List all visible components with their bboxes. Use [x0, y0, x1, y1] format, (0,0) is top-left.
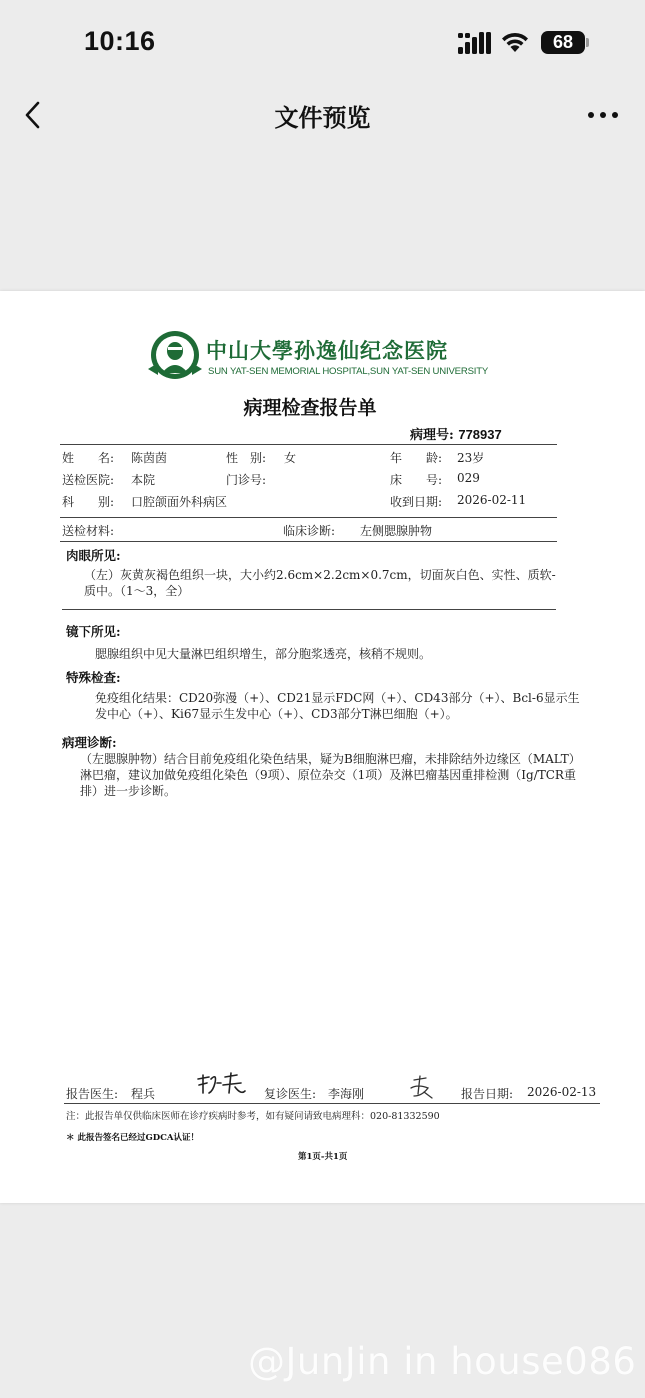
review-doctor-signature-icon	[408, 1074, 434, 1100]
gdca-note: ＊ 此报告签名已经过GDCA认证！	[66, 1133, 199, 1143]
report-doctor-value: 程兵	[131, 1087, 156, 1101]
diagnosis-text: （左腮腺肿物）结合目前免疫组化染色结果，疑为B细胞淋巴瘤，未排除结外边缘区（MALT）淋巴瘤，建议加做免疫组化染色（9项）、原位杂交（1项）及淋巴瘤基因重排检测（Ig/TCR重排）进一步诊断。	[80, 752, 576, 798]
clinic-no-label: 门诊号:	[226, 473, 267, 487]
report-doctor-label: 报告医生:	[66, 1087, 119, 1101]
hospital-name-cn: 中山大學孙逸仙纪念医院	[206, 338, 448, 363]
pathology-number-label: 病理号:	[410, 428, 454, 443]
received-value: 2026-02-11	[457, 493, 527, 507]
report-doctor-signature-icon	[195, 1071, 247, 1099]
sex-value: 女	[284, 451, 297, 465]
battery-indicator: 68	[541, 31, 585, 54]
divider	[62, 609, 556, 610]
page-indicator: 第1页-共1页	[298, 1152, 348, 1162]
clinical-dx-value: 左侧腮腺肿物	[360, 524, 433, 538]
pathology-report-document[interactable]	[0, 291, 645, 1203]
divider	[60, 517, 557, 518]
hospital-name-en: SUN YAT-SEN MEMORIAL HOSPITAL,SUN YAT-SEN UNIVERSITY	[208, 366, 489, 377]
micro-title: 镜下所见:	[66, 624, 121, 639]
material-label: 送检材料:	[62, 524, 115, 538]
divider	[60, 541, 557, 542]
special-text: 免疫组化结果：CD20弥漫（+）、CD21显示FDC网（+）、CD43部分（+）、Bcl-6显示生发中心（+）、Ki67显示生发中心（+）、CD3部分T淋巴细胞（+）。	[95, 691, 580, 721]
page-title: 文件预览	[274, 104, 371, 132]
name-label: 姓 名:	[62, 451, 115, 465]
bed-label: 床 号:	[390, 473, 443, 487]
review-doctor-label: 复诊医生:	[264, 1087, 317, 1101]
clinical-dx-label: 临床诊断:	[283, 524, 336, 538]
hospital-label: 送检医院:	[62, 473, 115, 487]
nav-bar	[0, 88, 645, 142]
age-value: 23岁	[457, 451, 485, 465]
more-options-icon[interactable]	[586, 110, 620, 120]
dept-value: 口腔颌面外科病区	[131, 495, 228, 509]
cellular-signal-icon	[458, 32, 492, 54]
dept-label: 科 别:	[62, 495, 115, 509]
status-time: 10:16	[84, 26, 156, 56]
divider	[60, 444, 557, 445]
pathology-number	[410, 424, 502, 443]
diagnosis-title: 病理诊断:	[62, 735, 117, 750]
name-value: 陈茵茵	[131, 451, 168, 465]
report-date-label: 报告日期:	[461, 1087, 514, 1101]
footer-note: 注：此报告单仅供临床医师在诊疗疾病时参考，如有疑问请致电病理科：020-81332590	[66, 1111, 440, 1122]
review-doctor-value: 李海刚	[328, 1087, 365, 1101]
micro-text: 腮腺组织中见大量淋巴组织增生，部分胞浆透亮，核稍不规则。	[95, 647, 432, 661]
pathology-number-value: 778937	[458, 427, 502, 442]
special-title: 特殊检查:	[66, 670, 121, 685]
received-label: 收到日期:	[390, 495, 443, 509]
wifi-icon	[500, 30, 530, 54]
hospital-value: 本院	[131, 473, 156, 487]
battery-tip-icon	[586, 38, 589, 47]
gross-text: （左）灰黄灰褐色组织一块，大小约2.6cm×2.2cm×0.7cm，切面灰白色、实性、质软-质中。（1～3，全）	[84, 568, 556, 598]
status-bar	[0, 0, 645, 88]
gross-title: 肉眼所见:	[66, 548, 121, 563]
sex-label: 性 别:	[226, 451, 267, 465]
divider	[64, 1103, 600, 1104]
watermark: @JunJin in house086	[248, 1340, 637, 1383]
hospital-logo-icon	[148, 329, 206, 381]
bed-value: 029	[457, 471, 480, 485]
report-date-value: 2026-02-13	[527, 1085, 597, 1099]
report-title: 病理检查报告单	[243, 397, 377, 419]
age-label: 年 龄:	[390, 451, 443, 465]
